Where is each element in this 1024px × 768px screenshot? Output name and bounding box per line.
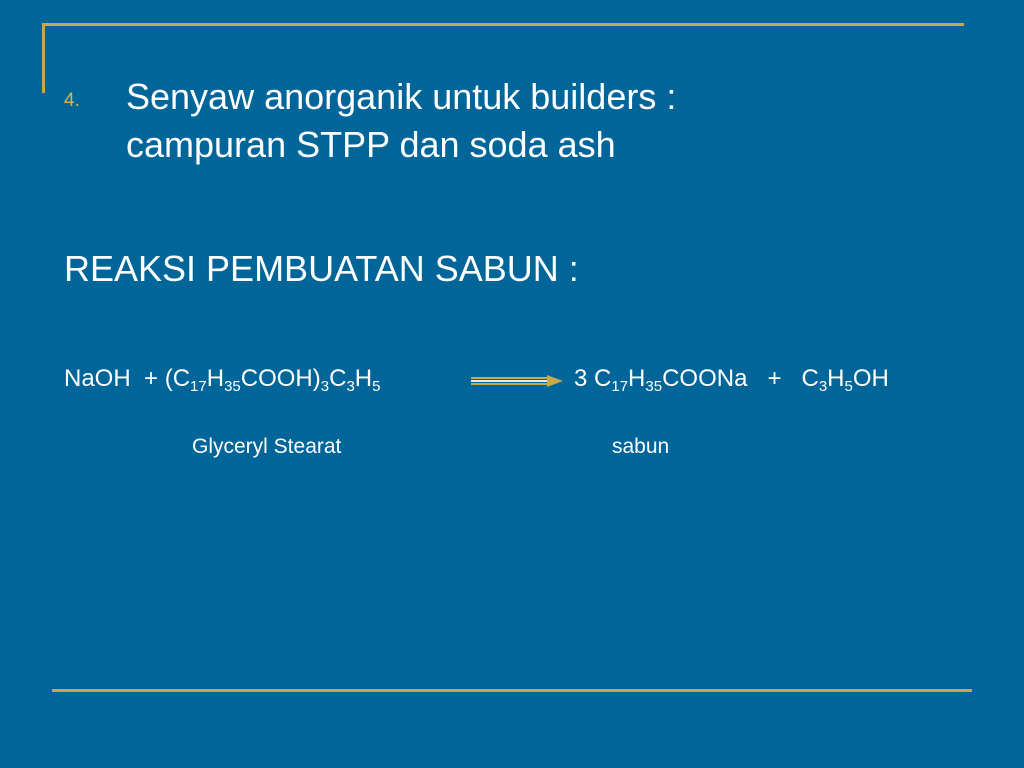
bottom-border-line — [52, 689, 972, 692]
reactant-naoh: NaOH — [64, 365, 131, 392]
reaction-arrow-icon — [469, 373, 565, 389]
product-soap-formula: 3 $C_{17}H_{35}COONa$ — [574, 365, 748, 395]
equation-products — [574, 364, 889, 394]
bullet-line-2: campuran STPP dan soda ash — [126, 124, 616, 165]
section-heading: REAKSI PEMBUATAN SABUN : — [64, 248, 579, 289]
bullet-text — [126, 73, 986, 169]
plus-sign: + — [767, 365, 782, 392]
reactant-glyceryl-stearate-formula: $(C_{17}H_{35}COOH)_3C_3H_5$ — [164, 365, 381, 395]
left-border-line — [42, 23, 45, 93]
caption-product: sabun — [612, 435, 670, 458]
top-border-line — [42, 23, 964, 26]
equation-reactants — [64, 364, 380, 394]
bullet-number: 4. — [64, 90, 80, 111]
bullet-line-1: Senyaw anorganik untuk builders : — [126, 76, 677, 117]
product-alcohol-formula: $C_3H_5OH$ — [801, 365, 889, 395]
plus-sign: + — [144, 365, 159, 392]
caption-reactant: Glyceryl Stearat — [192, 435, 342, 458]
